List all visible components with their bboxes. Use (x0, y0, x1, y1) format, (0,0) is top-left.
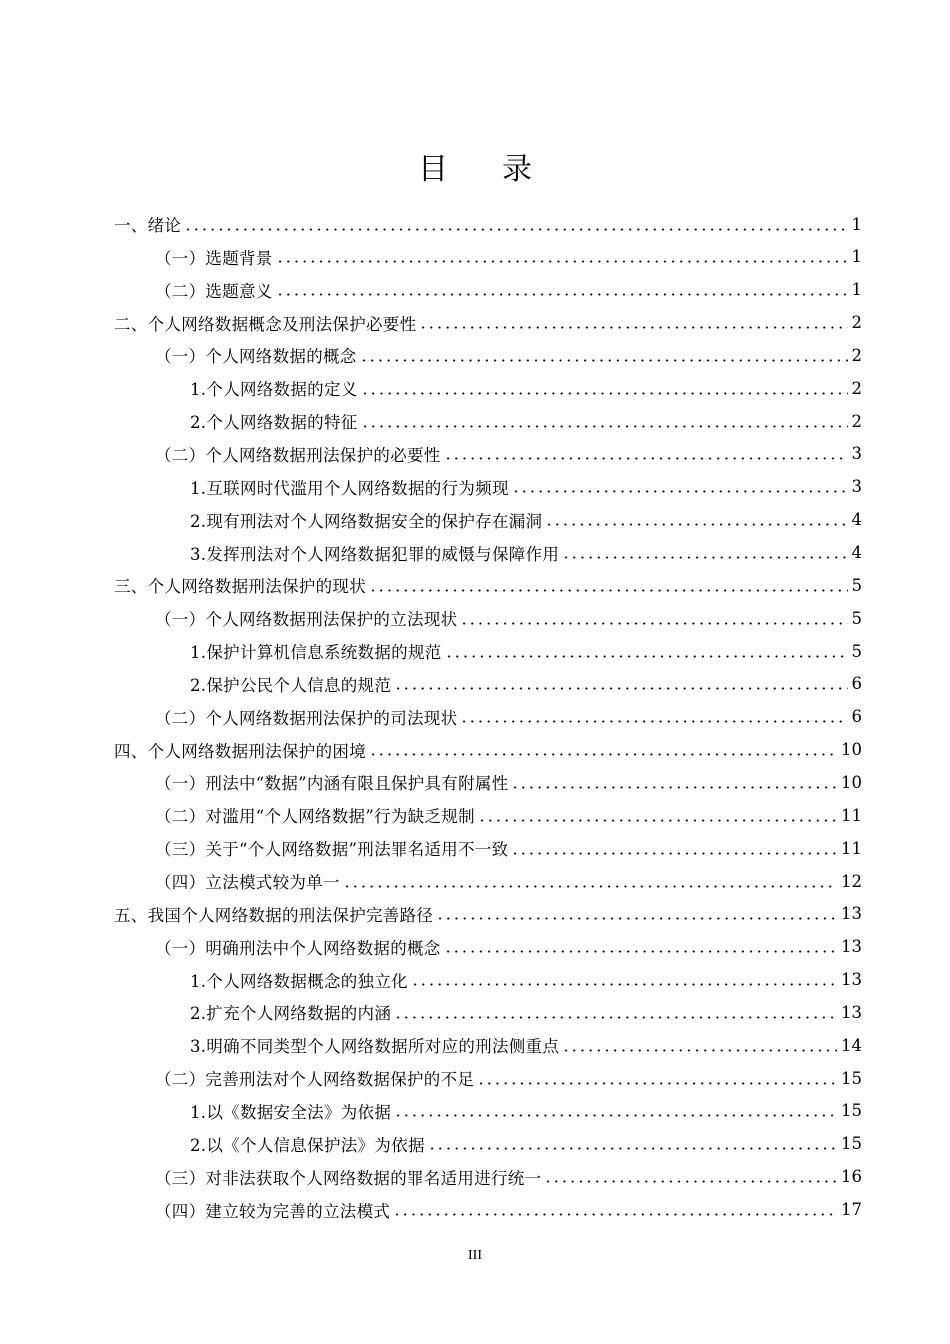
toc-entry-page: 6 (851, 707, 862, 727)
dot-leader (276, 293, 848, 296)
toc-entry-label: 2.以《个人信息保护法》为依据 (190, 1135, 425, 1155)
dot-leader (512, 490, 848, 493)
dot-leader (544, 1180, 837, 1183)
dot-leader (478, 819, 837, 822)
toc-entry[interactable] (190, 668, 862, 700)
dot-leader (369, 753, 837, 756)
toc-entry-page: 13 (841, 970, 862, 990)
toc-entry-page: 6 (851, 674, 862, 694)
dot-leader (444, 950, 837, 953)
toc-entry-label: 五、我国个人网络数据的刑法保护完善路径 (114, 905, 434, 925)
toc-entry-page: 1 (851, 280, 862, 300)
dot-leader (343, 885, 837, 888)
toc-entry[interactable] (155, 274, 862, 306)
toc-entry-label: （一）个人网络数据刑法保护的立法现状 (155, 610, 458, 630)
toc-entry-label: 2.扩充个人网络数据的内涵 (190, 1004, 392, 1024)
toc-entry[interactable] (114, 307, 862, 339)
toc-entry-page: 13 (841, 1002, 862, 1022)
toc-entry-page: 1 (851, 247, 862, 267)
toc-entry-page: 2 (851, 378, 862, 398)
dot-leader (393, 1213, 837, 1216)
page-title: 目录 (418, 152, 586, 187)
toc-entry-label: 3.明确不同类型个人网络数据所对应的刑法侧重点 (190, 1037, 560, 1057)
toc-entry[interactable] (114, 208, 862, 240)
dot-leader (511, 786, 837, 789)
toc-entry-page: 15 (841, 1101, 862, 1121)
dot-leader (276, 260, 848, 263)
toc-entry-label: 四、个人网络数据刑法保护的困境 (114, 741, 366, 761)
toc-entry-page: 10 (841, 772, 862, 792)
toc-entry-page: 12 (841, 871, 862, 891)
toc-entry[interactable] (190, 537, 862, 569)
dot-leader (394, 687, 847, 690)
toc-entry-label: （二）个人网络数据刑法保护的司法现状 (155, 708, 458, 728)
toc-entry[interactable] (190, 1095, 862, 1127)
dot-leader (394, 1016, 837, 1019)
dot-leader (460, 622, 847, 625)
toc-entry-label: 1.个人网络数据概念的独立化 (190, 971, 408, 991)
toc-entry-label: 2.保护公民个人信息的规范 (190, 675, 392, 695)
toc-entry-page: 5 (851, 575, 862, 595)
toc-entry-label: （二）完善刑法对个人网络数据保护的不足 (155, 1070, 475, 1090)
toc-entry-label: （二）对滥用“个人网络数据”行为缺乏规制 (155, 807, 475, 827)
dot-leader (369, 589, 848, 592)
toc-entry[interactable] (155, 1161, 862, 1193)
toc-entry[interactable] (190, 635, 862, 667)
toc-entry-label: 2.个人网络数据的特征 (190, 413, 358, 433)
page-number: III (468, 1248, 482, 1263)
dot-leader (477, 1082, 837, 1085)
dot-leader (460, 720, 847, 723)
dot-leader (545, 523, 847, 526)
dot-leader (361, 392, 848, 395)
toc-entry-page: 13 (841, 937, 862, 957)
toc-entry-label: 1.互联网时代滥用个人网络数据的行为频现 (190, 478, 509, 498)
toc-entry[interactable] (155, 1194, 862, 1226)
toc-entry-page: 2 (851, 313, 862, 333)
toc-entry[interactable] (190, 504, 862, 536)
toc-entry-label: （一）刑法中“数据”内涵有限且保护具有附属性 (155, 774, 509, 794)
toc-entry-label: 二、个人网络数据概念及刑法保护必要性 (114, 314, 417, 334)
toc-entry-page: 3 (851, 477, 862, 497)
toc-entry[interactable] (155, 865, 862, 897)
toc-entry-page: 17 (841, 1200, 862, 1219)
toc-entry[interactable] (190, 1029, 862, 1061)
toc-entry-label: 1.以《数据安全法》为依据 (190, 1102, 392, 1122)
toc-entry[interactable] (190, 405, 862, 437)
toc-entry-page: 15 (841, 1068, 862, 1088)
toc-entry[interactable] (155, 832, 862, 864)
toc-entry[interactable] (155, 931, 862, 963)
toc-entry-page: 13 (841, 904, 862, 924)
toc-entry-page: 3 (851, 444, 862, 464)
toc-entry-page: 2 (851, 345, 862, 365)
toc-entry[interactable] (114, 898, 862, 930)
toc-entry-page: 16 (841, 1167, 862, 1187)
dot-leader (184, 228, 847, 231)
toc-entry-page: 5 (851, 641, 862, 661)
toc-entry-label: （二）选题意义 (155, 281, 273, 301)
dot-leader (436, 917, 837, 920)
dot-leader (428, 1147, 837, 1150)
toc-entry-label: （三）对非法获取个人网络数据的罪名适用进行统一 (155, 1168, 542, 1188)
toc-entry-label: 一、绪论 (114, 216, 182, 235)
toc-entry[interactable] (190, 372, 862, 404)
toc-entry[interactable] (155, 438, 862, 470)
toc-entry[interactable] (155, 1062, 862, 1094)
toc-entry-label: 3.发挥刑法对个人网络数据犯罪的威慑与保障作用 (190, 544, 560, 564)
toc-entry-label: （三）关于“个人网络数据”刑法罪名适用不一致 (155, 840, 509, 860)
toc-entry-label: （四）立法模式较为单一 (155, 873, 340, 892)
toc-entry[interactable] (155, 766, 862, 798)
dot-leader (445, 655, 848, 658)
toc-entry[interactable] (155, 799, 862, 831)
toc-entry-page: 1 (851, 214, 862, 234)
toc-entry[interactable] (155, 701, 862, 733)
dot-leader (562, 1049, 837, 1052)
dot-leader (411, 983, 837, 986)
dot-leader (361, 425, 848, 428)
toc-entry-label: （一）明确刑法中个人网络数据的概念 (155, 938, 441, 958)
toc-entry-label: 三、个人网络数据刑法保护的现状 (114, 577, 366, 597)
dot-leader (562, 556, 847, 559)
toc-entry[interactable] (190, 964, 862, 996)
toc-entry-page: 14 (841, 1035, 862, 1055)
toc-entry-page: 5 (851, 608, 862, 628)
toc-entry-page: 4 (851, 510, 862, 530)
toc-entry[interactable] (155, 602, 862, 634)
dot-leader (511, 852, 837, 855)
dot-leader (444, 457, 848, 460)
toc-entry-page: 11 (841, 838, 862, 858)
toc-entry[interactable] (190, 471, 862, 503)
toc-entry-label: （二）个人网络数据刑法保护的必要性 (155, 445, 441, 465)
toc-entry-label: 2.现有刑法对个人网络数据安全的保护存在漏洞 (190, 511, 543, 531)
dot-leader (394, 1114, 837, 1117)
toc-entry-label: 1.个人网络数据的定义 (190, 380, 358, 400)
toc-entry[interactable] (114, 569, 862, 601)
toc-entry-page: 10 (841, 740, 862, 760)
toc-entry-label: （一）个人网络数据的概念 (155, 347, 357, 367)
dot-leader (360, 359, 848, 362)
toc-entry-page: 15 (841, 1134, 862, 1154)
dot-leader (419, 326, 847, 329)
toc-entry-page: 4 (851, 543, 862, 562)
toc-entry-page: 2 (851, 411, 862, 431)
toc-entry[interactable] (155, 339, 862, 371)
toc-entry[interactable] (155, 241, 862, 273)
toc-entry[interactable] (190, 996, 862, 1028)
toc-entry-label: 1.保护计算机信息系统数据的规范 (190, 643, 442, 663)
toc-entry-label: （四）建立较为完善的立法模式 (155, 1201, 391, 1221)
toc-entry-label: （一）选题背景 (155, 248, 273, 268)
toc-entry-page: 11 (841, 805, 862, 825)
toc-entry[interactable] (190, 1128, 862, 1160)
toc-entry[interactable] (114, 734, 862, 766)
